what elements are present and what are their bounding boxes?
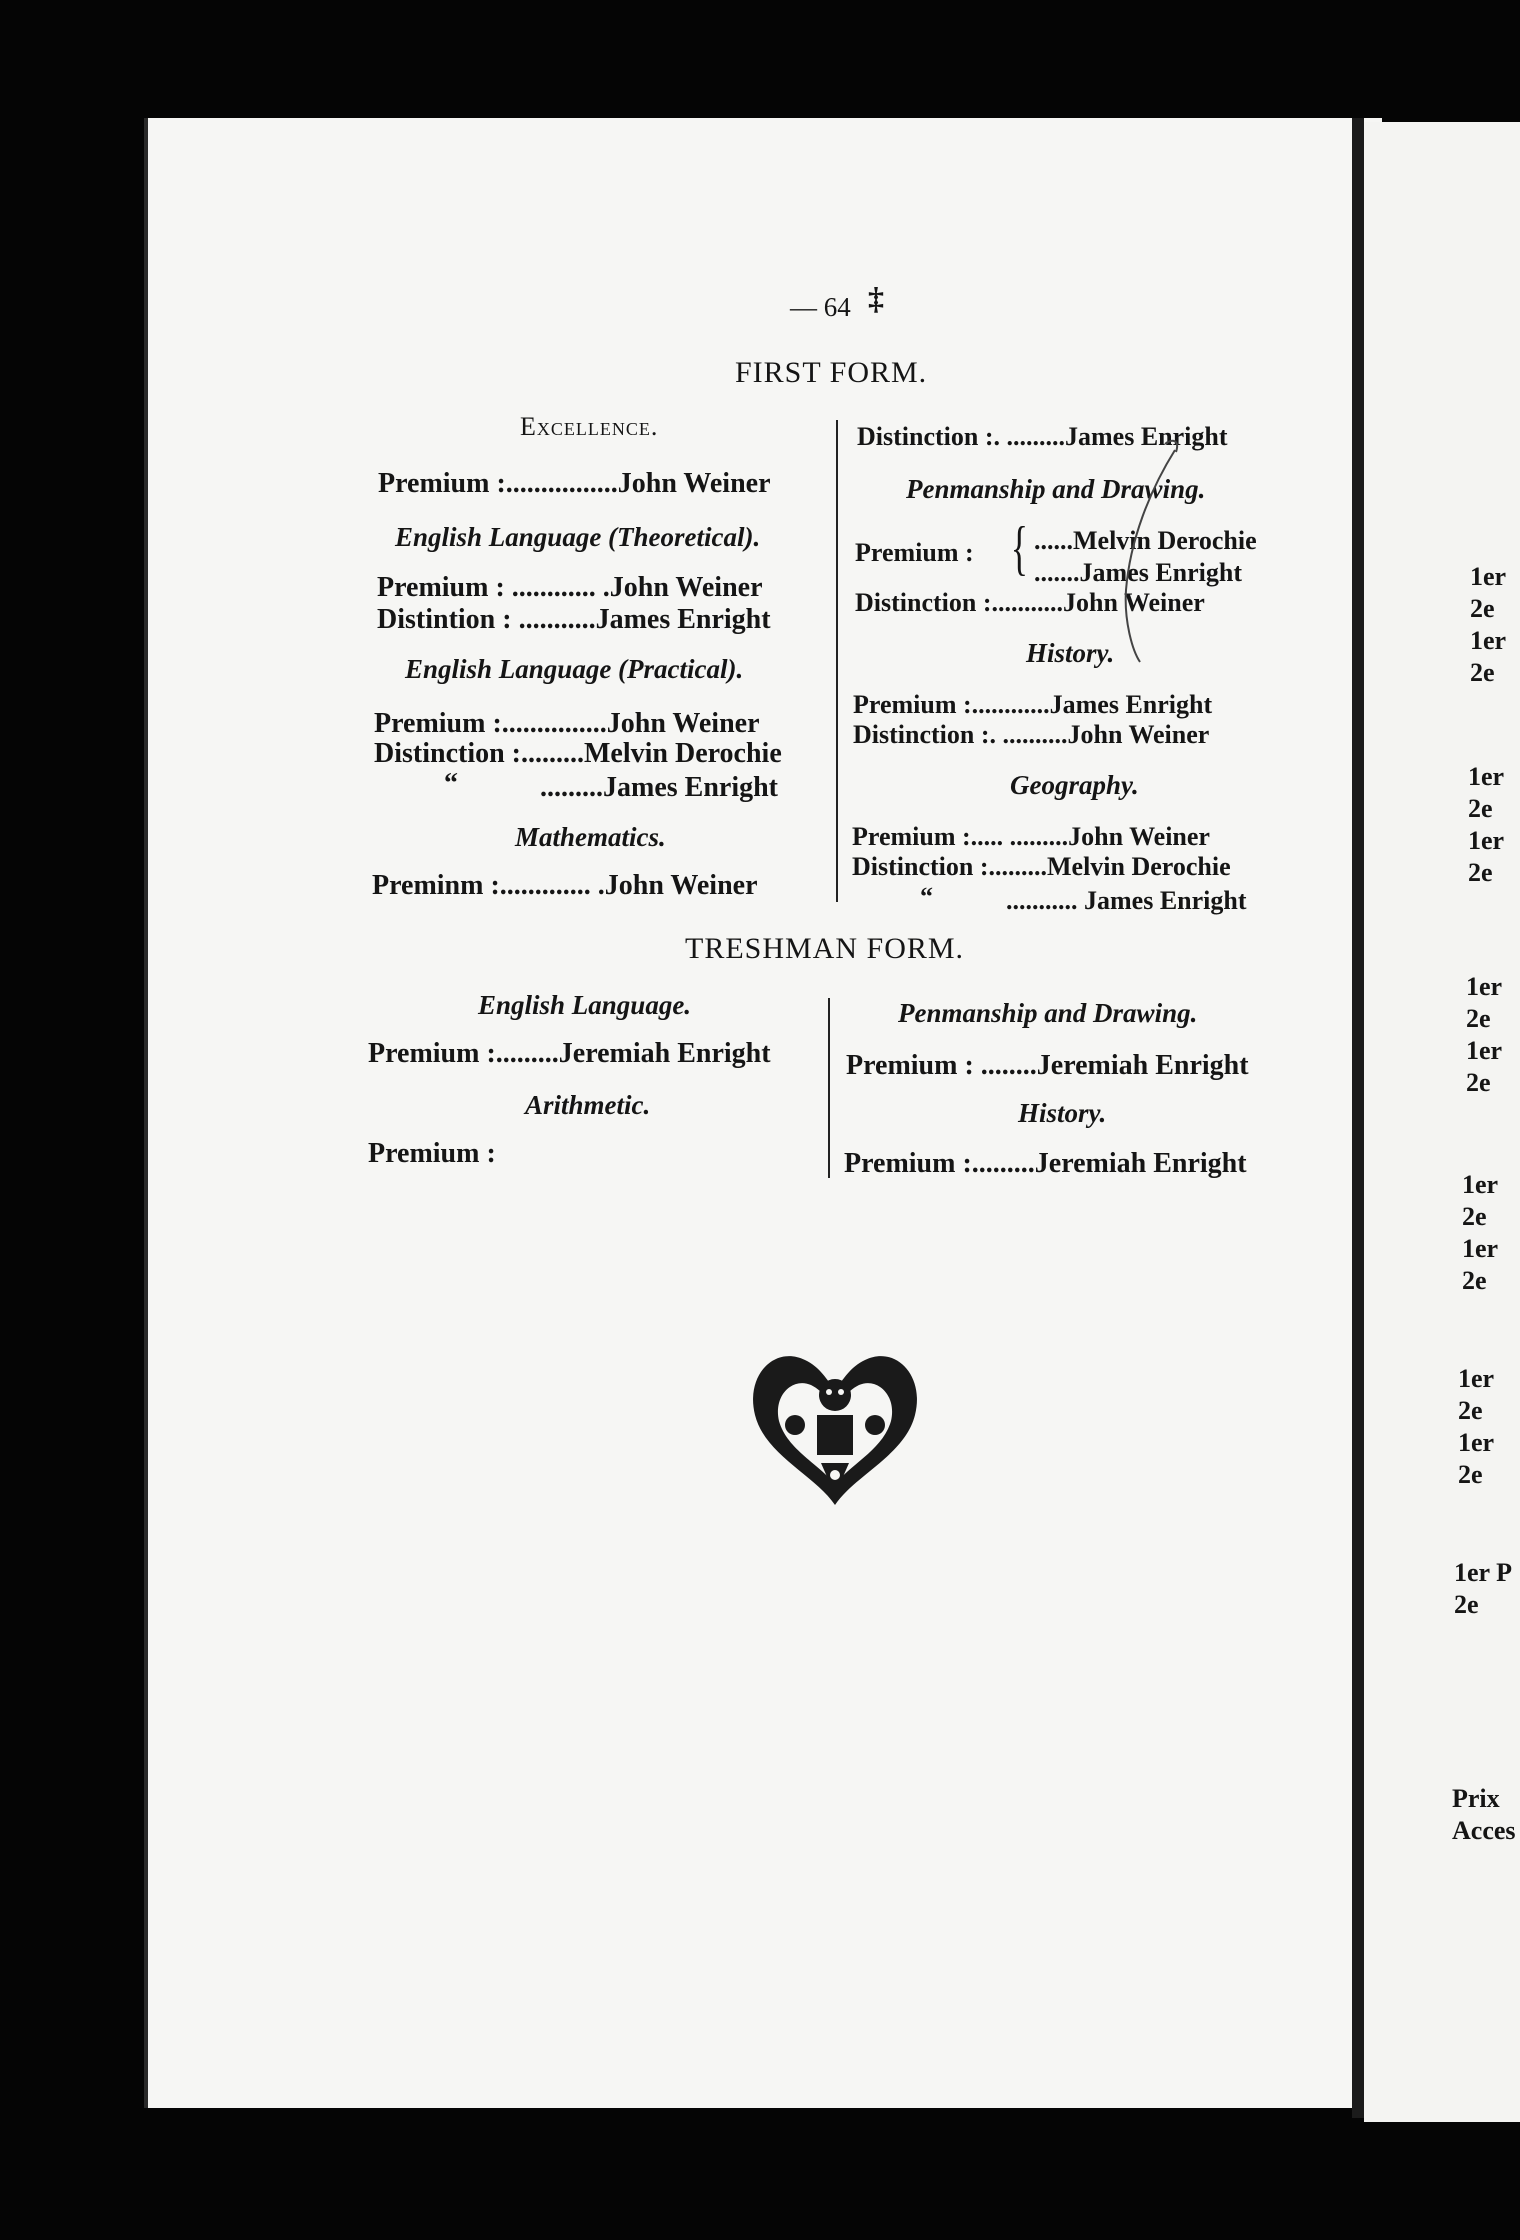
geography-premium: Premium :..... .........John Weiner	[852, 822, 1210, 851]
tailpiece-ornament-icon	[735, 1335, 935, 1515]
book-spine	[1352, 118, 1364, 2118]
facing-line: 1er	[1458, 1428, 1495, 1457]
facing-line: 1er	[1462, 1234, 1499, 1263]
facing-line: 2e	[1458, 1396, 1483, 1425]
first-form-divider	[836, 420, 838, 902]
treshman-english-premium: Premium :.........Jeremiah Enright	[368, 1038, 771, 1069]
treshman-form-heading: TRESHMAN FORM.	[685, 932, 965, 965]
facing-line: 1er	[1468, 762, 1505, 791]
geography-ditto: “	[920, 882, 933, 911]
facing-line: 1er	[1466, 972, 1503, 1001]
mathematics-heading: Mathematics.	[515, 822, 666, 852]
page-number: — 64	[790, 292, 851, 322]
history-heading: History.	[1026, 638, 1115, 668]
facing-line: Prix	[1452, 1784, 1500, 1813]
excellence-premium: Premium :................John Weiner	[378, 468, 771, 499]
facing-line: 1er P	[1454, 1558, 1512, 1587]
eng-practical-distinction: Distinction :.........Melvin Derochie	[374, 738, 782, 769]
eng-theoretical-heading: English Language (Theoretical).	[395, 522, 761, 552]
penmanship-premium-1: ......Melvin Derochie	[1034, 526, 1257, 555]
penmanship-premium-label: Premium :	[855, 538, 974, 567]
eng-theoretical-distinction: Distintion : ...........James Enright	[377, 604, 771, 635]
facing-line: 2e	[1466, 1068, 1491, 1097]
facing-line: 2e	[1470, 594, 1495, 623]
treshman-penmanship-premium: Premium : ........Jeremiah Enright	[846, 1050, 1249, 1081]
treshman-history-premium: Premium :.........Jeremiah Enright	[844, 1148, 1247, 1179]
facing-line: 1er	[1466, 1036, 1503, 1065]
eng-theoretical-premium: Premium : ............ .John Weiner	[377, 572, 763, 603]
facing-line: 2e	[1458, 1460, 1483, 1489]
history-distinction: Distinction :. ..........John Weiner	[853, 720, 1210, 749]
pencil-mark-icon	[1110, 430, 1190, 670]
facing-line: 2e	[1468, 794, 1493, 823]
treshman-arithmetic-heading: Arithmetic.	[525, 1090, 651, 1120]
facing-line: 2e	[1454, 1590, 1479, 1619]
facing-line: Acces	[1452, 1816, 1516, 1845]
treshman-penmanship-heading: Penmanship and Drawing.	[898, 998, 1198, 1028]
facing-line: 1er	[1458, 1364, 1495, 1393]
eng-practical-premium: Premium :...............John Weiner	[374, 708, 760, 739]
page-mark-icon: ‡	[868, 280, 884, 316]
facing-line: 1er	[1470, 626, 1507, 655]
facing-line: 2e	[1470, 658, 1495, 687]
treshman-arithmetic-premium: Premium :	[368, 1138, 496, 1169]
penmanship-distinction: Distinction :...........John Weiner	[855, 588, 1205, 617]
geography-distinction: Distinction :.........Melvin Derochie	[852, 852, 1231, 881]
eng-practical-ditto-name: .........James Enright	[540, 772, 778, 803]
first-distinction: Distinction :. .........James Enright	[857, 422, 1228, 451]
eng-practical-ditto: “	[444, 768, 458, 799]
treshman-form-divider	[828, 998, 830, 1178]
geography-heading: Geography.	[1010, 770, 1139, 800]
facing-line: 2e	[1468, 858, 1493, 887]
facing-line: 2e	[1462, 1266, 1487, 1295]
mathematics-premium: Preminm :............. .John Weiner	[372, 870, 758, 901]
treshman-english-heading: English Language.	[478, 990, 692, 1020]
history-premium: Premium :............James Enright	[853, 690, 1213, 719]
eng-practical-heading: English Language (Practical).	[405, 654, 744, 684]
penmanship-premium-2: .......James Enright	[1034, 558, 1242, 587]
brace-icon: {	[1010, 515, 1029, 581]
excellence-heading: Excellence.	[520, 412, 659, 441]
penmanship-heading: Penmanship and Drawing.	[906, 474, 1206, 504]
geography-ditto-name: ........... James Enright	[1006, 886, 1247, 915]
first-form-heading: FIRST FORM.	[735, 356, 928, 389]
treshman-history-heading: History.	[1018, 1098, 1107, 1128]
facing-line: 1er	[1470, 562, 1507, 591]
facing-line: 1er	[1462, 1170, 1499, 1199]
facing-line: 2e	[1462, 1202, 1487, 1231]
facing-line: 2e	[1466, 1004, 1491, 1033]
left-page	[144, 118, 1382, 2108]
facing-line: 1er	[1468, 826, 1505, 855]
